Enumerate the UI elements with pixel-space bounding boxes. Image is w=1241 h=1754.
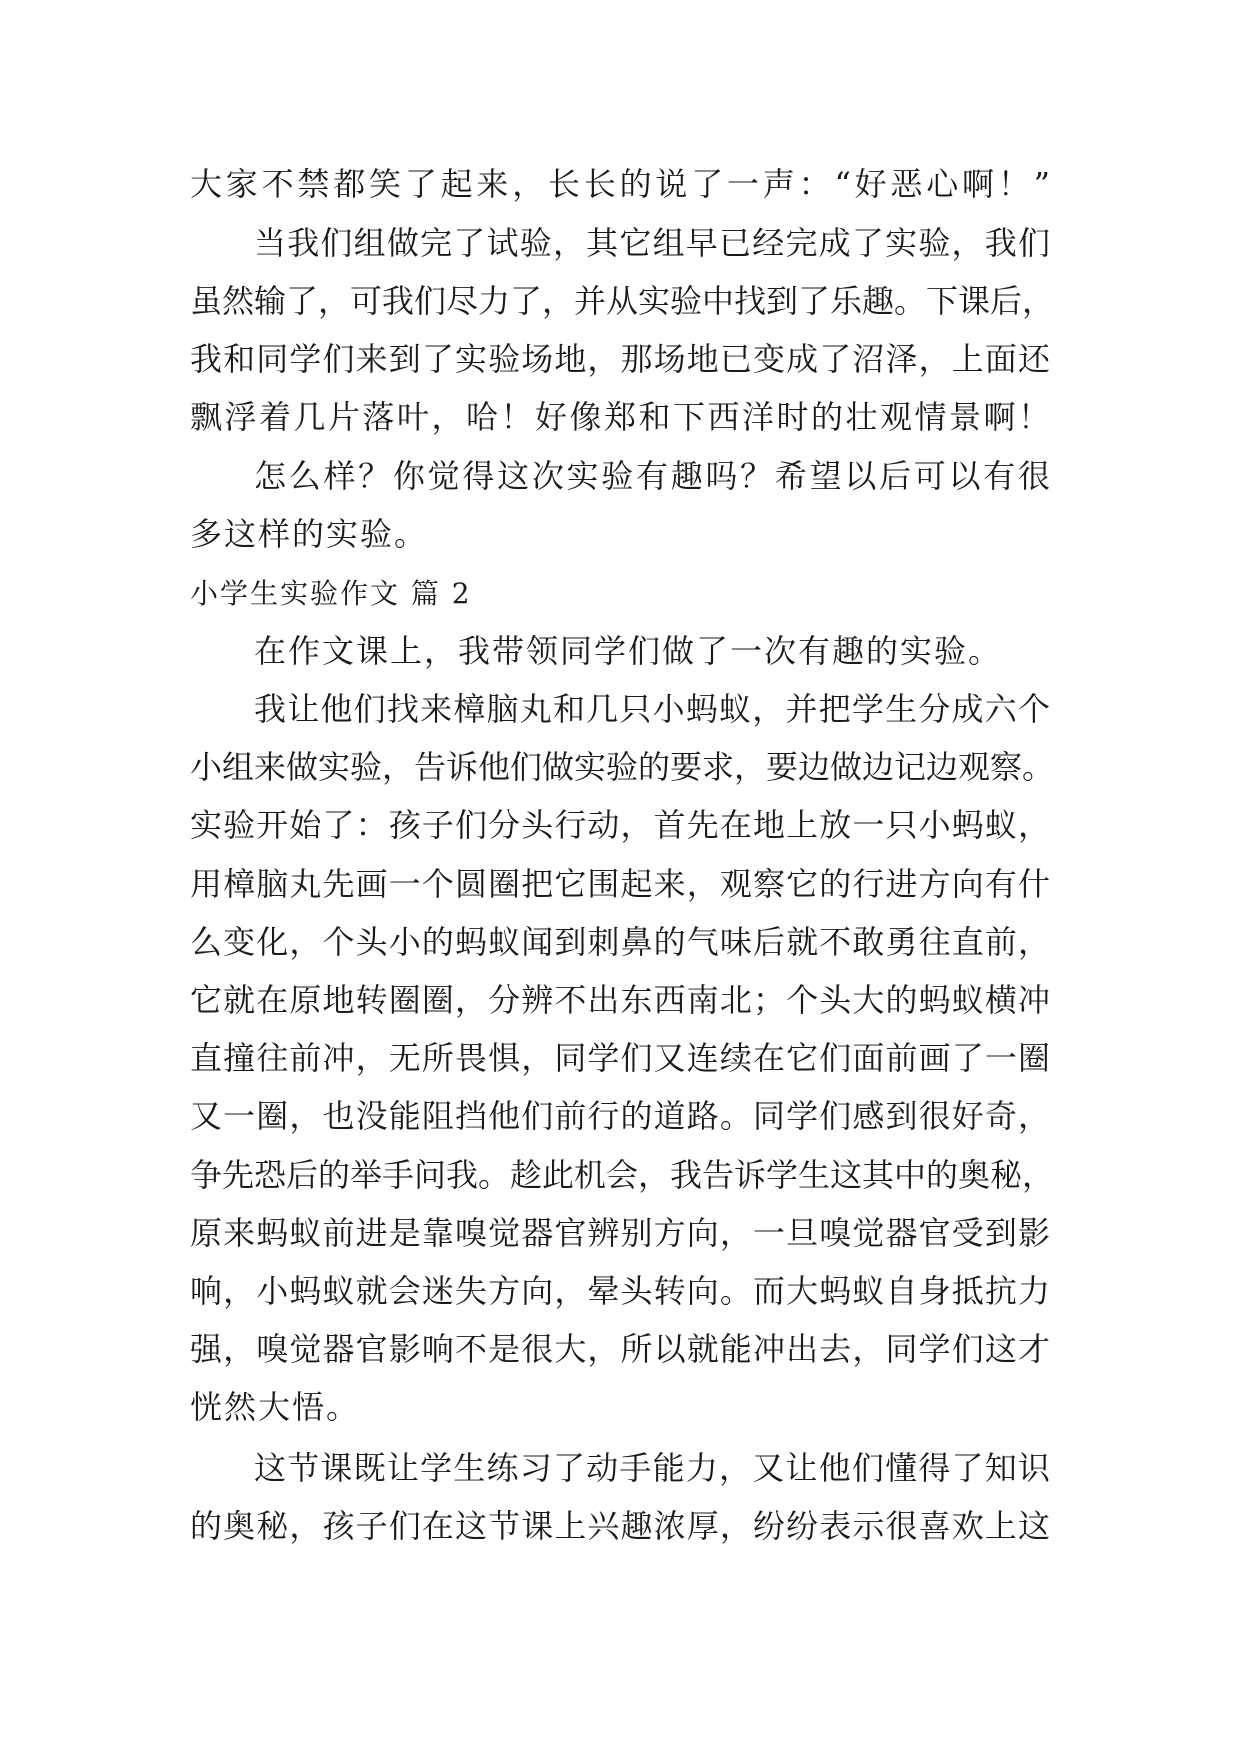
paragraph-line: 虽然输了，可我们尽力了，并从实验中找到了乐趣。下课后， bbox=[190, 282, 1055, 320]
paragraph-line: 又一圈，也没能阻挡他们前行的道路。同学们感到很好奇， bbox=[190, 1097, 1050, 1135]
paragraph-line: 这节课既让学生练习了动手能力，又让他们懂得了知识 bbox=[254, 1449, 1050, 1487]
paragraph-line: 在作文课上，我带领同学们做了一次有趣的实验。 bbox=[254, 632, 1003, 670]
paragraph-line: 多这样的实验。 bbox=[190, 515, 429, 553]
paragraph-line: 直撞往前冲，无所畏惧，同学们又连续在它们面前画了一圈 bbox=[190, 1039, 1050, 1077]
paragraph-line: 争先恐后的举手问我。趁此机会，我告诉学生这其中的奥秘， bbox=[190, 1156, 1055, 1194]
paragraph-line: 用樟脑丸先画一个圆圈把它围起来，观察它的行进方向有什 bbox=[190, 865, 1050, 903]
paragraph-line: 强，嗅觉器官影响不是很大，所以就能冲出去，同学们这才 bbox=[190, 1330, 1050, 1368]
paragraph-line: 实验开始了：孩子们分头行动，首先在地上放一只小蚂蚁， bbox=[190, 806, 1050, 844]
paragraph-line: 的奥秘，孩子们在这节课上兴趣浓厚，纷纷表示很喜欢上这 bbox=[190, 1507, 1050, 1545]
section-heading: 小学生实验作文 篇 2 bbox=[190, 577, 472, 610]
paragraph-line: 我和同学们来到了实验场地，那场地已变成了沼泽，上面还 bbox=[190, 340, 1050, 378]
paragraph-line: 小组来做实验，告诉他们做实验的要求，要边做边记边观察。 bbox=[190, 748, 1055, 786]
paragraph-line: 响，小蚂蚁就会迷失方向，晕头转向。而大蚂蚁自身抵抗力 bbox=[190, 1272, 1050, 1310]
paragraph-line: 我让他们找来樟脑丸和几只小蚂蚁，并把学生分成六个 bbox=[254, 690, 1050, 728]
paragraph-line: 飘浮着几片落叶，哈！好像郑和下西洋时的壮观情景啊！ bbox=[190, 398, 1050, 436]
paragraph-line: 它就在原地转圈圈，分辨不出东西南北；个头大的蚂蚁横冲 bbox=[190, 981, 1050, 1019]
paragraph-line: 恍然大悟。 bbox=[190, 1388, 361, 1426]
paragraph-line: 么变化，个头小的蚂蚁闻到刺鼻的气味后就不敢勇往直前， bbox=[190, 923, 1050, 961]
paragraph-line: 怎么样？你觉得这次实验有趣吗？希望以后可以有很 bbox=[254, 457, 1050, 495]
paragraph-line: 当我们组做完了试验，其它组早已经完成了实验，我们 bbox=[254, 224, 1050, 262]
paragraph-line: 大家不禁都笑了起来，长长的说了一声：“好恶心啊！” bbox=[190, 165, 1050, 203]
paragraph-line: 原来蚂蚁前进是靠嗅觉器官辨别方向，一旦嗅觉器官受到影 bbox=[190, 1214, 1050, 1252]
